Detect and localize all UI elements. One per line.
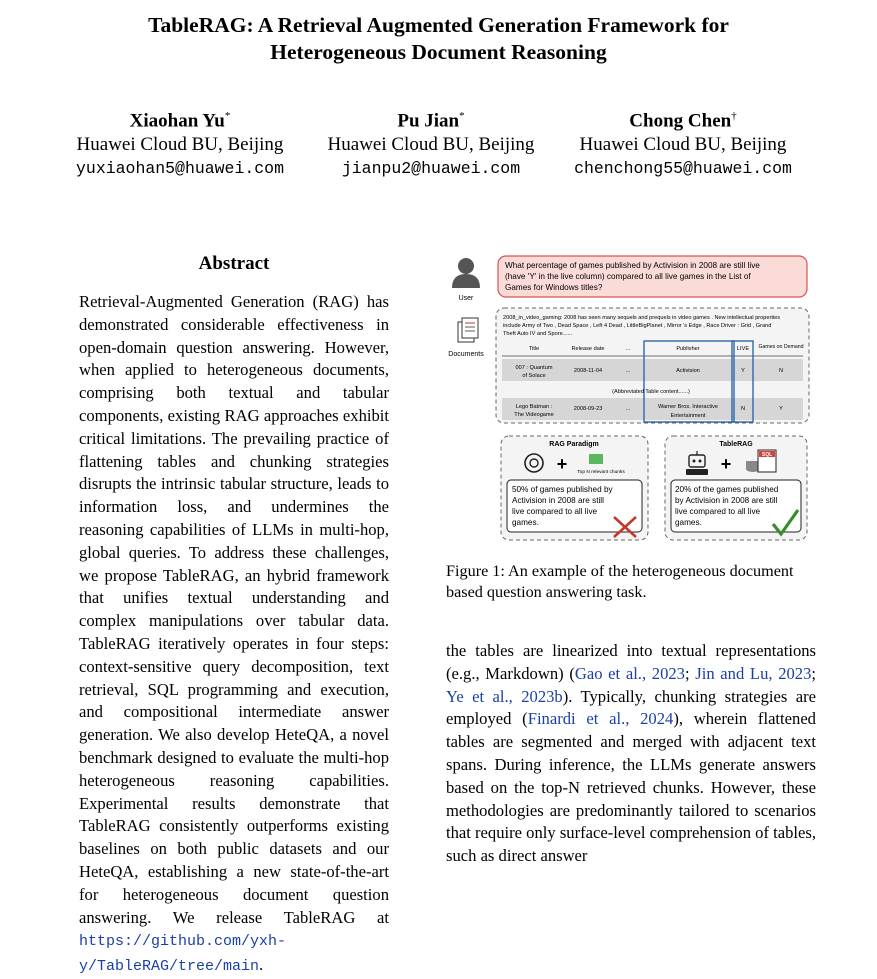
row2-live: N: [740, 406, 746, 412]
title-line-2: Heterogeneous Document Reasoning: [270, 40, 607, 64]
figure-1: [446, 252, 814, 548]
author-1: [55, 104, 305, 181]
rag-answer-3: live compared to all live: [512, 507, 598, 516]
author-email: jianpu2@huawei.com: [341, 159, 521, 179]
citation[interactable]: Ye et al., 2023b: [446, 686, 563, 706]
abstract-heading: Abstract: [198, 253, 270, 274]
body-text: ). Typically, chunking strategies are employed (: [446, 686, 816, 729]
row2-title-2: The Videogame: [514, 412, 554, 418]
abstract-body: Retrieval-Augmented Generation (RAG) has demonstrated considerable effectiveness in open-domain question answering. However, when applied to heterogeneous documents, comprising both textual and tabular components, existing RAG approaches exhibit critical limitations. The prevailing practice of flattening tables and chunking strategies disrupts the intrinsic tabular structure, leads to information loss, and undermines the reasoning capabilities of LLMs in multi-hop, global queries. To address these challenges, we propose TableRAG, an hybrid framework that unifies textual understanding and complex manipulations over tabular data. TableRAG iteratively operates in four steps: context-sensitive query decomposition, text retrieval, SQL programming and execution, and compositional intermediate answer generation. We also develop HeteQA, a novel benchmark designed to evaluate the multi-hop heterogeneous reasoning capabilities. Experimental results demonstrate that TableRAG consistently outperforms existing baselines on both public datasets and our HeteQA, establishing a new state-of-the-art for heterogeneous document question answering. We release TableRAG at: [79, 292, 389, 927]
paper-title: [0, 12, 877, 66]
tablerag-answer-1: 20% of the games published: [675, 485, 779, 494]
author-mark: *: [224, 110, 231, 122]
body-text: the tables are linearized into textual representations (e.g., Markdown) (: [446, 641, 816, 683]
rag-answer-2: Activision in 2008 are still: [512, 496, 604, 505]
doc-text-3: Theft Auto IV and Spore......: [503, 331, 573, 337]
chunks-label: Top N relevant chunks: [577, 470, 625, 475]
figure-caption: Figure 1: An example of the heterogeneous document based question answering task.: [446, 562, 794, 601]
plus-icon: +: [556, 454, 568, 474]
abstract-text: [79, 291, 389, 979]
author-2: [306, 104, 556, 181]
abbreviated-note: (Abbreviated Table content......): [612, 389, 690, 395]
rag-paradigm-title: RAG Paradigm: [549, 441, 599, 448]
question-line-3: Games for Windows titles?: [505, 283, 603, 292]
author-affiliation: Huawei Cloud BU, Beijing: [327, 134, 535, 156]
citation[interactable]: Finardi et al., 2024: [527, 709, 674, 729]
author-email: yuxiaohan5@huawei.com: [76, 159, 284, 179]
chunks-icon: [589, 454, 603, 464]
tablerag-title: TableRAG: [719, 441, 753, 448]
col-publisher: Publisher: [676, 346, 700, 352]
title-line-1: TableRAG: A Retrieval Augmented Generation Framework for: [148, 13, 729, 37]
rag-answer-1: 50% of games published by: [512, 485, 613, 494]
plus-icon: +: [720, 454, 732, 474]
figure-diagram: [446, 252, 814, 548]
row2-publisher-2: Entertainment: [670, 413, 706, 419]
body-text: ;: [811, 663, 817, 683]
abstract-end: .: [259, 955, 264, 975]
repo-link[interactable]: https://github.com/yxh-y/TableRAG/tree/main: [79, 933, 287, 976]
body-paragraph: [446, 640, 816, 868]
sql-label: SQL: [761, 452, 773, 458]
author-3: [558, 104, 808, 181]
col-ellipsis: ...: [625, 346, 631, 352]
user-icon: [452, 258, 480, 288]
row1-demand: N: [778, 368, 784, 374]
tablerag-answer-4: games.: [675, 518, 702, 527]
user-label: User: [458, 295, 474, 302]
documents-label: Documents: [448, 351, 484, 358]
body-text: ;: [684, 663, 696, 683]
author-mark: *: [459, 110, 465, 122]
question-line-2: (have 'Y' in the live column) compared to all live games in the List of: [505, 272, 751, 281]
citation[interactable]: Gao et al., 2023: [574, 663, 685, 683]
tablerag-answer-2: by Activision in 2008 are still: [675, 496, 778, 505]
col-title: Title: [528, 346, 540, 352]
row1-publisher: Activision: [676, 368, 700, 374]
tablerag-answer-3: live compared to all live: [675, 507, 761, 516]
row1-title-2: of Solace: [522, 373, 546, 379]
row2-demand: Y: [779, 406, 783, 412]
doc-text-1: 2008_in_video_gaming: 2008 has seen many sequels and prequels in video games . New intellectual properties: [503, 315, 781, 321]
author-name: Pu Jian: [397, 110, 460, 132]
author-name: Chong Chen: [629, 110, 732, 132]
citation[interactable]: Jin and Lu, 2023: [695, 663, 812, 683]
col-games-on-demand: Games on Demand: [758, 344, 804, 350]
author-mark: †: [731, 110, 737, 122]
question-line-1: What percentage of games published by Activision in 2008 are still live: [505, 261, 760, 270]
rag-answer-4: games.: [512, 518, 539, 527]
author-email: chenchong55@huawei.com: [574, 159, 792, 179]
row2-ellipsis: ...: [625, 406, 631, 412]
author-affiliation: Huawei Cloud BU, Beijing: [76, 134, 284, 156]
col-release-date: Release date: [571, 346, 605, 352]
row1-live: Y: [741, 368, 745, 374]
documents-icon: [458, 318, 478, 342]
author-name: Xiaohan Yu: [129, 110, 225, 132]
row2-date: 2008-09-23: [573, 406, 603, 412]
row1-date: 2008-11-04: [573, 368, 603, 374]
col-live: LIVE: [736, 346, 750, 352]
row2-publisher-1: Warner Bros. Interactive: [657, 404, 719, 410]
author-affiliation: Huawei Cloud BU, Beijing: [579, 134, 787, 156]
row1-title-1: 007 : Quantum: [515, 365, 553, 371]
row2-title-1: Lego Batman :: [515, 404, 553, 410]
row1-ellipsis: ...: [625, 368, 631, 374]
doc-text-2: include Army of Two , Dead Space , Left 4 Dead , LittleBigPlanet , Mirror 's Edge , Race Driver : Grid , Grand: [503, 323, 772, 329]
body-text: ), wherein flattened tables are segmented and merged with adjacent text spans. During inference, the LLMs generate answers based on the top-N retrieved chunks. However, these methodologies are predominantly tailored to scenarios that require only surface-level comprehension of tables, such as direct answer: [446, 709, 816, 866]
